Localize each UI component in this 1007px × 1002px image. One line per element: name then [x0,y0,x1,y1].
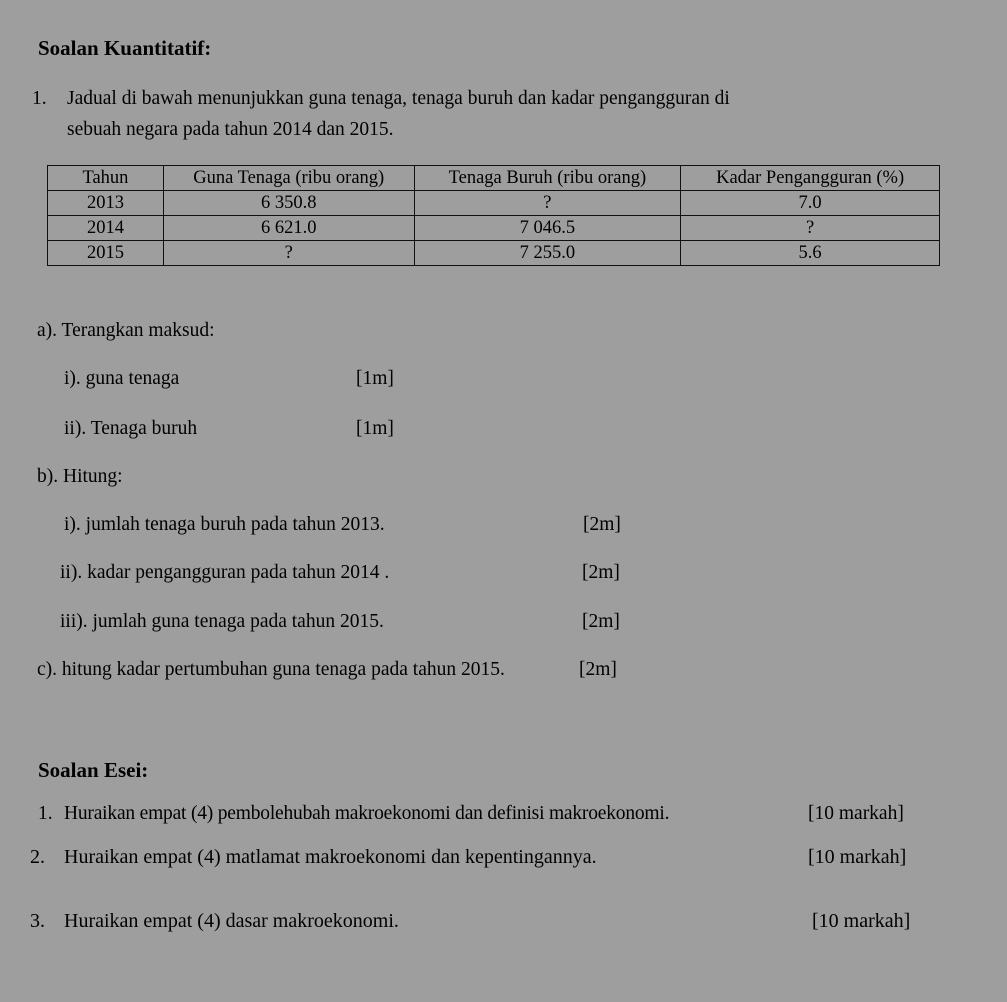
cell-unemployment-rate: 5.6 [681,241,940,266]
question-1-number: 1. [32,88,47,109]
essay-heading: Soalan Esei: [38,758,149,782]
cell-year: 2013 [48,191,164,216]
essay-3-text: Huraikan empat (4) dasar makroekonomi. [64,910,399,932]
question-1-line-2: sebuah negara pada tahun 2014 dan 2015. [67,119,394,140]
cell-employment: 6 621.0 [163,216,414,241]
part-a-item-1-mark: [1m] [356,368,394,389]
table-header-row [48,166,940,191]
header-unemployment-rate: Kadar Pengangguran (%) [681,166,940,191]
header-year: Tahun [48,166,164,191]
part-b-item-2: ii). kadar pengangguran pada tahun 2014 . [60,562,390,583]
part-a-label: a). Terangkan maksud: [37,320,215,341]
part-a-item-2-mark: [1m] [356,418,394,439]
cell-labour-force: 7 255.0 [414,241,681,266]
header-labour-force: Tenaga Buruh (ribu orang) [414,166,681,191]
part-b-item-1-mark: [2m] [583,514,621,535]
cell-employment: 6 350.8 [163,191,414,216]
data-table [47,165,940,266]
part-b-label: b). Hitung: [37,466,123,487]
essay-2-mark: [10 markah] [808,846,907,868]
part-b-item-1: i). jumlah tenaga buruh pada tahun 2013. [64,514,385,535]
part-b-item-3-mark: [2m] [582,611,620,632]
table-row [48,191,940,216]
cell-unemployment-rate: ? [681,216,940,241]
cell-employment: ? [163,241,414,266]
cell-labour-force: 7 046.5 [414,216,681,241]
essay-3-mark: [10 markah] [812,910,911,932]
essay-1-mark: [10 markah] [808,803,904,824]
essay-2-text: Huraikan empat (4) matlamat makroekonomi dan kepentingannya. [64,846,597,868]
table-row [48,216,940,241]
part-c-mark: [2m] [579,659,617,680]
table-row [48,241,940,266]
cell-labour-force: ? [414,191,681,216]
part-b-item-2-mark: [2m] [582,562,620,583]
question-1-line-1: Jadual di bawah menunjukkan guna tenaga, tenaga buruh dan kadar pengangguran di [67,88,730,109]
essay-3-number: 3. [30,910,45,932]
essay-2-number: 2. [30,846,45,868]
part-a-item-2: ii). Tenaga buruh [64,418,198,439]
quantitative-heading: Soalan Kuantitatif: [38,36,212,60]
part-c-text: c). hitung kadar pertumbuhan guna tenaga pada tahun 2015. [37,659,505,680]
cell-year: 2015 [48,241,164,266]
part-a-item-1: i). guna tenaga [64,368,180,389]
cell-unemployment-rate: 7.0 [681,191,940,216]
essay-1-number: 1. [38,803,53,824]
essay-1-text: Huraikan empat (4) pembolehubah makroekonomi dan definisi makroekonomi. [64,803,670,824]
header-employment: Guna Tenaga (ribu orang) [163,166,414,191]
cell-year: 2014 [48,216,164,241]
part-b-item-3: iii). jumlah guna tenaga pada tahun 2015. [60,611,384,632]
